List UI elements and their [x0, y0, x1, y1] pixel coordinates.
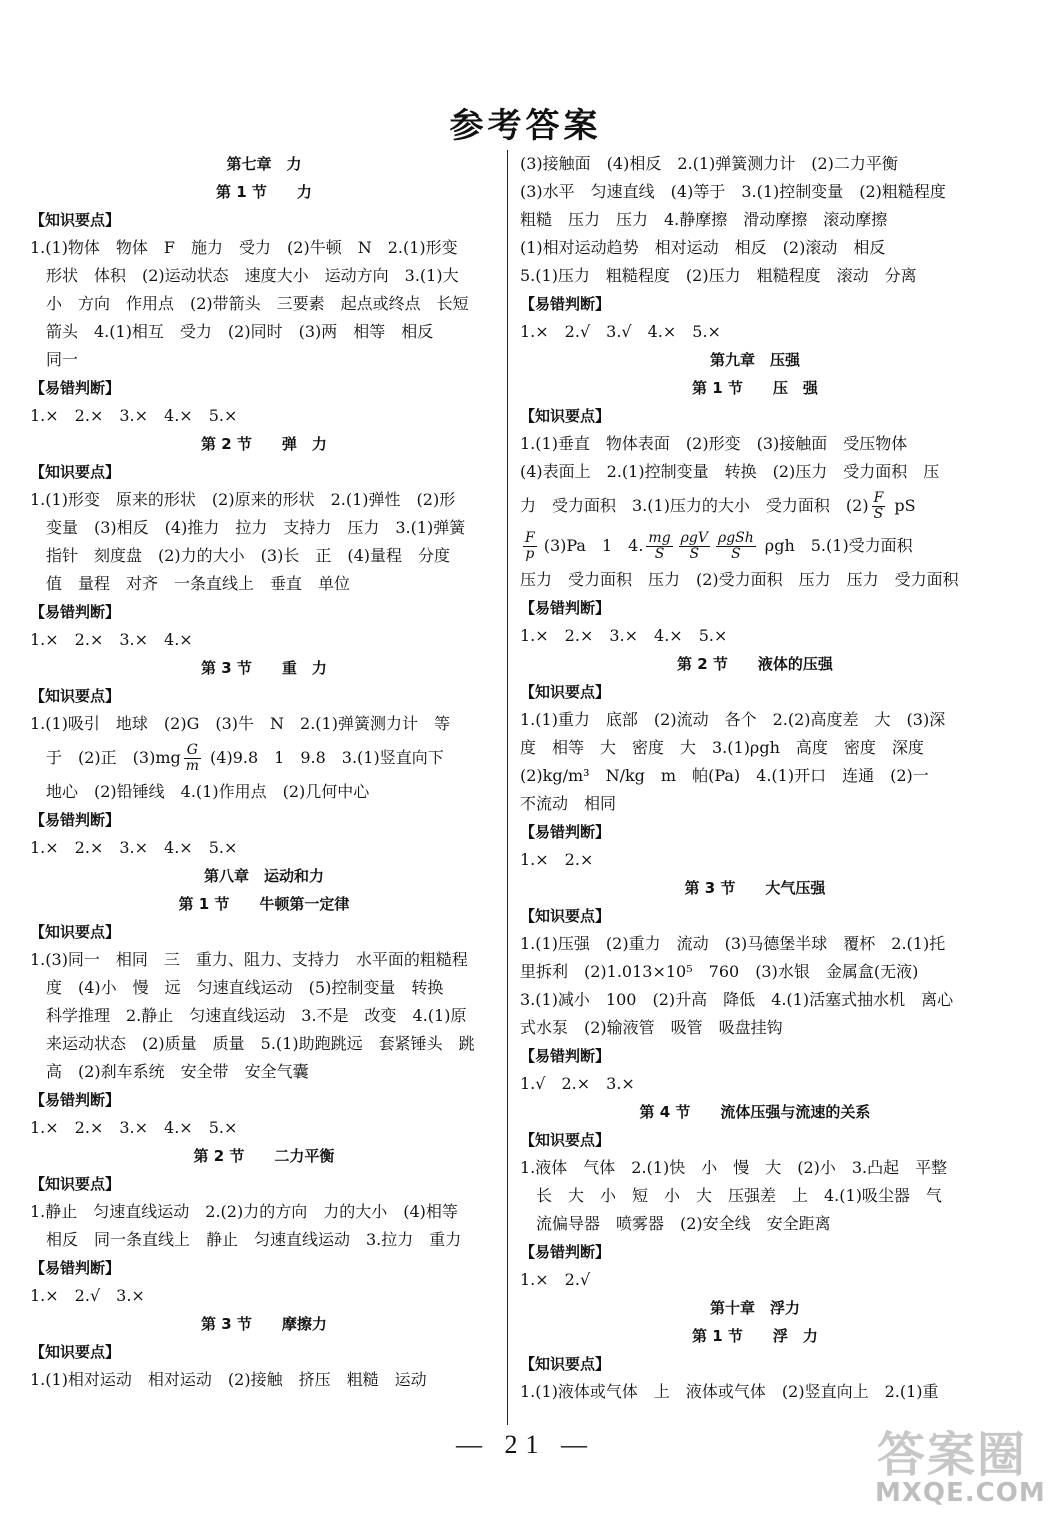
answer-line: 1.× 2.× 3.× 4.× 5.×: [30, 406, 238, 425]
answer-line: 小 方向 作用点 (2)带箭头 三要素 起点或终点 长短: [46, 294, 469, 313]
section-heading: 第七章 力: [226, 155, 302, 173]
section-tag: 【知识要点】: [520, 907, 611, 925]
section-tag: 【知识要点】: [520, 683, 611, 701]
answer-line: 变量 (3)相反 (4)推力 拉力 支持力 压力 3.(1)弹簧: [46, 518, 466, 537]
section-heading: 第十章 浮力: [709, 1299, 800, 1317]
answer-line: 值 量程 对齐 一条直线上 垂直 单位: [46, 574, 351, 593]
fraction-denominator: m: [185, 758, 200, 774]
answer-line: 1.× 2.√ 3.×: [30, 1286, 145, 1305]
answer-line: 1.× 2.× 3.× 4.× 5.×: [30, 838, 238, 857]
section-tag: 【知识要点】: [30, 211, 121, 229]
fraction: [872, 491, 886, 522]
section-tag: 【易错判断】: [520, 823, 611, 841]
answer-line: 压力 受力面积 压力 (2)受力面积 压力 压力 受力面积: [520, 570, 959, 589]
answer-line: 1.(1)压强 (2)重力 流动 (3)马德堡半球 覆杯 2.(1)托: [520, 934, 946, 953]
watermark-logo: [867, 1416, 1046, 1526]
answer-line: 1.× 2.× 3.× 4.× 5.×: [30, 1118, 238, 1137]
section-tag: 【知识要点】: [30, 463, 121, 481]
fraction-denominator: S: [873, 506, 884, 522]
answer-line: 箭头 4.(1)相互 受力 (2)同时 (3)两 相等 相反: [46, 322, 434, 341]
fraction: [184, 743, 201, 774]
answer-column-right: [520, 150, 990, 1406]
answer-line: 同一: [46, 350, 79, 369]
fraction: [646, 531, 672, 562]
section-tag: 【知识要点】: [30, 923, 121, 941]
answer-line: 高 (2)刹车系统 安全带 安全气囊: [46, 1062, 309, 1081]
answer-line: 式水泵 (2)输液管 吸管 吸盘挂钩: [520, 1018, 783, 1037]
answer-line: 指针 刻度盘 (2)力的大小 (3)长 正 (4)量程 分度: [46, 546, 450, 565]
answer-line: 1.(1)相对运动 相对运动 (2)接触 挤压 粗糙 运动: [30, 1370, 427, 1389]
answer-line: (1)相对运动趋势 相对运动 相反 (2)滚动 相反: [520, 238, 886, 257]
page-number: — 21 —: [456, 1430, 595, 1459]
section-tag: 【易错判断】: [30, 379, 121, 397]
section-tag: 【知识要点】: [30, 1343, 121, 1361]
answer-line: 1.(1)重力 底部 (2)流动 各个 2.(2)高度差 大 (3)深: [520, 710, 946, 729]
fraction-denominator: S: [731, 546, 741, 562]
answer-line: (4)表面上 2.(1)控制变量 转换 (2)压力 受力面积 压: [520, 462, 940, 481]
answer-line-with-fractions: [520, 526, 990, 566]
answer-line: 1.× 2.× 3.× 4.× 5.×: [520, 626, 728, 645]
answer-line-with-fraction: [520, 486, 990, 526]
answer-line: 1.√ 2.× 3.×: [520, 1074, 635, 1093]
fraction: [716, 531, 756, 562]
answer-line: 1.静止 匀速直线运动 2.(2)力的方向 力的大小 (4)相等: [30, 1202, 458, 1221]
answer-text: (3)Pa 1 4.: [543, 536, 644, 555]
answer-line: 粗糙 压力 压力 4.静摩擦 滑动摩擦 滚动摩擦: [520, 210, 888, 229]
watermark-top-text: 答案圈: [877, 1427, 1028, 1483]
answer-line: 科学推理 2.静止 匀速直线运动 3.不是 改变 4.(1)原: [46, 1006, 467, 1025]
answer-text: (4)9.8 1 9.8 3.(1)竖直向下: [210, 748, 444, 767]
section-tag: 【知识要点】: [30, 687, 121, 705]
answer-line-with-fraction: [30, 738, 498, 778]
fraction-denominator: S: [654, 546, 665, 562]
section-tag: 【易错判断】: [520, 599, 611, 617]
answer-line: 1.(3)同一 相同 三 重力、阻力、支持力 水平面的粗糙程: [30, 950, 468, 969]
answer-line: (3)接触面 (4)相反 2.(1)弹簧测力计 (2)二力平衡: [520, 154, 898, 173]
fraction-numerator: mg: [648, 530, 671, 546]
section-heading: 第 3 节 摩擦力: [201, 1315, 327, 1333]
section-tag: 【知识要点】: [520, 1355, 611, 1373]
fraction-denominator: p: [525, 546, 535, 562]
answer-line: 不流动 相同: [520, 794, 617, 813]
fraction-numerator: F: [525, 530, 535, 546]
answer-line: 1.(1)形变 原来的形状 (2)原来的形状 2.(1)弹性 (2)形: [30, 490, 456, 509]
section-tag: 【知识要点】: [520, 407, 611, 425]
section-tag: 【易错判断】: [30, 1091, 121, 1109]
page-title: 参考答案: [449, 106, 602, 146]
watermark-bottom-text: MXQE.COM: [875, 1478, 1046, 1508]
section-heading: 第 1 节 牛顿第一定律: [178, 895, 350, 913]
fraction-numerator: G: [184, 743, 201, 759]
answer-line: 度 相等 大 密度 大 3.(1)ρgh 高度 密度 深度: [520, 738, 924, 757]
section-heading: 第 2 节 液体的压强: [677, 655, 833, 673]
answer-line: 1.(1)垂直 物体表面 (2)形变 (3)接触面 受压物体: [520, 434, 908, 453]
answer-line: 度 (4)小 慢 远 匀速直线运动 (5)控制变量 转换: [46, 978, 444, 997]
answer-text: ρgh 5.(1)受力面积: [764, 536, 913, 555]
section-heading: 第 2 节 二力平衡: [193, 1147, 335, 1165]
section-heading: 第 1 节 浮 力: [692, 1327, 818, 1345]
answer-line: 形状 体积 (2)运动状态 速度大小 运动方向 3.(1)大: [46, 266, 459, 285]
section-heading: 第 1 节 力: [216, 183, 312, 201]
section-heading: 第 3 节 重 力: [201, 659, 327, 677]
answer-line: (3)水平 匀速直线 (4)等于 3.(1)控制变量 (2)粗糙程度: [520, 182, 946, 201]
fraction-numerator: ρgV: [680, 530, 708, 546]
section-tag: 【易错判断】: [520, 295, 611, 313]
answer-line: 1.液体 气体 2.(1)快 小 慢 大 (2)小 3.凸起 平整: [520, 1158, 948, 1177]
fraction-numerator: F: [873, 490, 884, 506]
section-heading: 第 3 节 大气压强: [684, 879, 826, 897]
fraction: [679, 531, 710, 562]
section-tag: 【易错判断】: [520, 1243, 611, 1261]
answer-line: 长 大 小 短 小 大 压强差 上 4.(1)吸尘器 气: [536, 1186, 942, 1205]
answer-line: 1.× 2.√ 3.√ 4.× 5.×: [520, 322, 721, 341]
fraction-denominator: S: [689, 546, 700, 562]
answer-line: 5.(1)压力 粗糙程度 (2)压力 粗糙程度 滚动 分离: [520, 266, 917, 285]
answer-line: 1.(1)物体 物体 F 施力 受力 (2)牛顿 N 2.(1)形变: [30, 238, 458, 257]
answer-line: (2)kg/m³ N/kg m 帕(Pa) 4.(1)开口 连通 (2)一: [520, 766, 929, 785]
answer-line: 1.× 2.√: [520, 1270, 591, 1289]
section-heading: 第 4 节 流体压强与流速的关系: [639, 1103, 871, 1121]
section-heading: 第八章 运动和力: [203, 867, 324, 885]
section-tag: 【易错判断】: [30, 603, 121, 621]
answer-line: 流偏导器 喷雾器 (2)安全线 安全距离: [536, 1214, 831, 1233]
answer-column-left: [30, 150, 498, 1394]
answer-line: 1.× 2.× 3.× 4.×: [30, 630, 193, 649]
section-heading: 第九章 压强: [709, 351, 800, 369]
section-heading: 第 2 节 弹 力: [201, 435, 327, 453]
answer-text: 力 受力面积 3.(1)压力的大小 受力面积 (2): [520, 496, 869, 515]
section-tag: 【易错判断】: [520, 1047, 611, 1065]
answer-line: 1.× 2.×: [520, 850, 594, 869]
answer-text: pS: [894, 496, 916, 515]
section-tag: 【知识要点】: [520, 1131, 611, 1149]
section-tag: 【易错判断】: [30, 1259, 121, 1277]
answer-line: 3.(1)减小 100 (2)升高 降低 4.(1)活塞式抽水机 离心: [520, 990, 954, 1009]
column-divider: [507, 150, 508, 1425]
fraction: [523, 531, 537, 562]
answer-line: 1.(1)液体或气体 上 液体或气体 (2)竖直向上 2.(1)重: [520, 1382, 939, 1401]
answer-line: 来运动状态 (2)质量 质量 5.(1)助跑跳远 套紧锤头 跳: [46, 1034, 475, 1053]
section-tag: 【知识要点】: [30, 1175, 121, 1193]
answer-text: 于 (2)正 (3)mg: [46, 748, 181, 767]
answer-line: 相反 同一条直线上 静止 匀速直线运动 3.拉力 重力: [46, 1230, 462, 1249]
answer-line: 里拆利 (2)1.013×10⁵ 760 (3)水银 金属盒(无液): [520, 962, 919, 981]
fraction-numerator: ρgSh: [717, 530, 754, 546]
answer-line: 1.(1)吸引 地球 (2)G (3)牛 N 2.(1)弹簧测力计 等: [30, 714, 450, 733]
section-tag: 【易错判断】: [30, 811, 121, 829]
section-heading: 第 1 节 压 强: [692, 379, 818, 397]
answer-line: 地心 (2)铅锤线 4.(1)作用点 (2)几何中心: [46, 782, 370, 801]
